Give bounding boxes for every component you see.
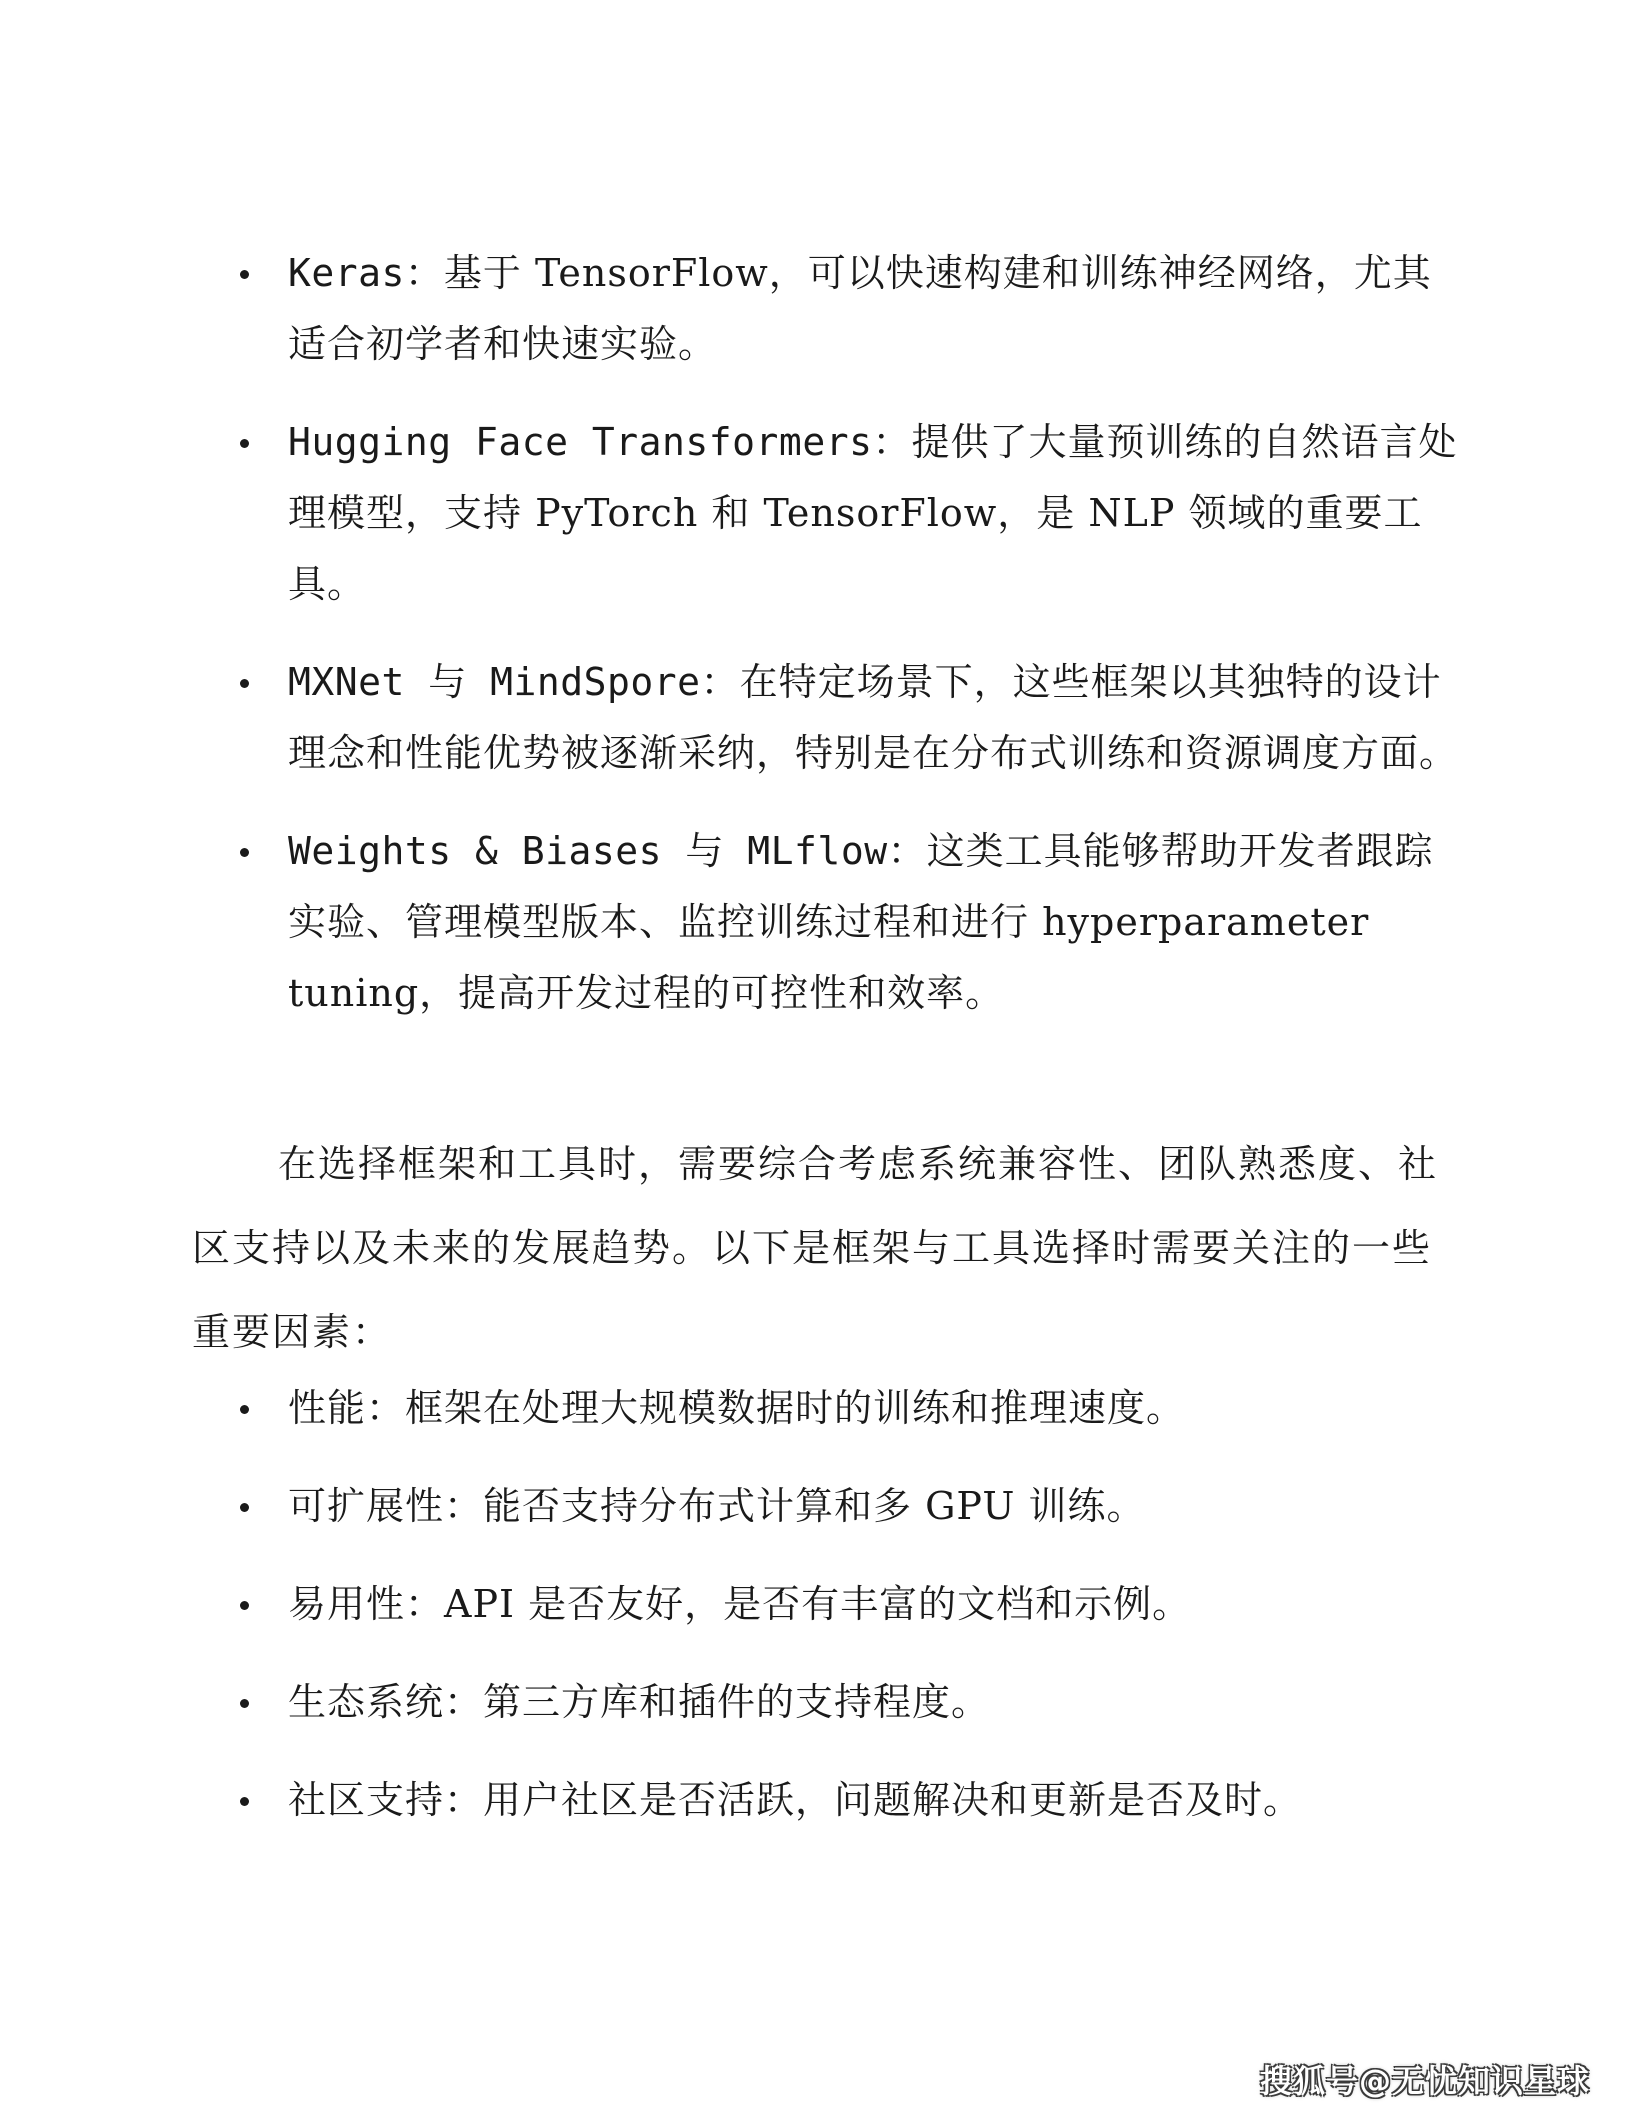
list-item bbox=[228, 238, 1460, 380]
item-text: 生态系统：第三方库和插件的支持程度。 bbox=[288, 1680, 991, 1724]
bullet-icon bbox=[240, 1601, 249, 1610]
item-description: ：提供了大量预训练的自然语言处理模型，支持 PyTorch 和 TensorFlow，是 NLP 领域的重要工具。 bbox=[288, 420, 1458, 606]
list-item bbox=[228, 1765, 1460, 1836]
list-item bbox=[228, 647, 1460, 789]
item-term: MXNet 与 MindSpore bbox=[288, 660, 701, 704]
list-item bbox=[228, 816, 1460, 1029]
item-term: Hugging Face Transformers bbox=[288, 420, 873, 464]
item-text: 易用性：API 是否友好，是否有丰富的文档和示例。 bbox=[288, 1582, 1192, 1626]
bullet-icon bbox=[240, 1699, 249, 1708]
item-description: ：这类工具能够帮助开发者跟踪实验、管理模型版本、监控训练过程和进行 hyperparameter tuning，提高开发过程的可控性和效率。 bbox=[288, 829, 1434, 1015]
tools-list bbox=[228, 238, 1460, 1056]
item-text: 可扩展性：能否支持分布式计算和多 GPU 训练。 bbox=[288, 1484, 1146, 1528]
item-description: ：在特定场景下，这些框架以其独特的设计理念和性能优势被逐渐采纳，特别是在分布式训练和资源调度方面。 bbox=[288, 660, 1459, 775]
factors-list bbox=[228, 1373, 1460, 1863]
item-text: 社区支持：用户社区是否活跃，问题解决和更新是否及时。 bbox=[288, 1778, 1303, 1822]
item-term: Keras bbox=[288, 251, 405, 295]
bullet-icon bbox=[240, 1797, 249, 1806]
body-paragraph: 在选择框架和工具时，需要综合考虑系统兼容性、团队熟悉度、社区支持以及未来的发展趋势。以下是框架与工具选择时需要关注的一些重要因素： bbox=[192, 1142, 1439, 1354]
item-text: 性能：框架在处理大规模数据时的训练和推理速度。 bbox=[288, 1386, 1186, 1430]
item-description: ：基于 TensorFlow，可以快速构建和训练神经网络，尤其适合初学者和快速实验。 bbox=[288, 251, 1432, 366]
list-item bbox=[228, 1373, 1460, 1444]
watermark: 搜狐号@无忧知识星球 bbox=[1259, 2062, 1590, 2100]
bullet-icon bbox=[240, 439, 249, 448]
list-item bbox=[228, 1569, 1460, 1640]
bullet-icon bbox=[240, 1405, 249, 1414]
list-item bbox=[228, 407, 1460, 620]
item-term: Weights & Biases 与 MLflow bbox=[288, 829, 888, 873]
bullet-icon bbox=[240, 1503, 249, 1512]
bullet-icon bbox=[240, 679, 249, 688]
bullet-icon bbox=[240, 270, 249, 279]
bullet-icon bbox=[240, 848, 249, 857]
list-item bbox=[228, 1667, 1460, 1738]
list-item bbox=[228, 1471, 1460, 1542]
